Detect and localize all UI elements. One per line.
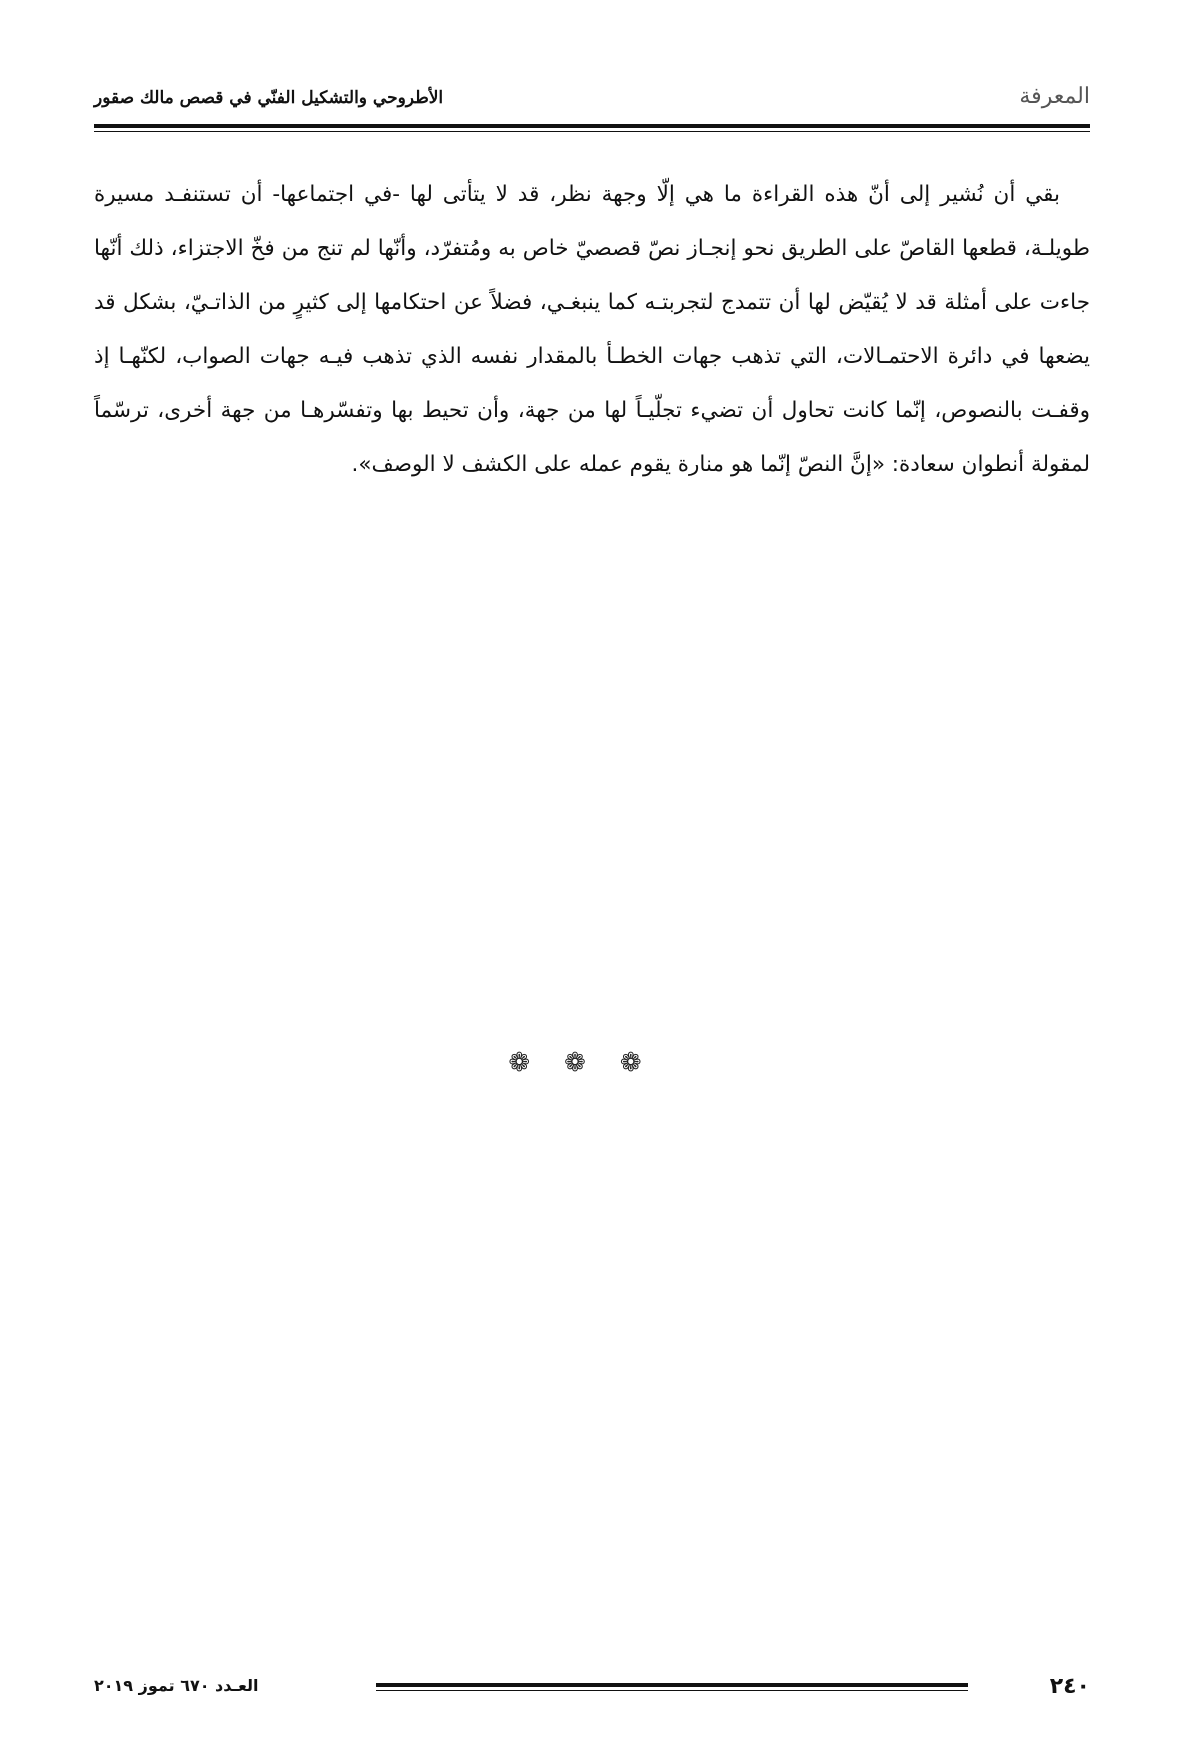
journal-logo: المعرفة: [1019, 84, 1090, 109]
article-body: [94, 168, 1090, 492]
issue-info: العـدد ٦٧٠ تموز ٢٠١٩: [94, 1676, 259, 1695]
header-rule-thin: [94, 131, 1090, 132]
header-rule: [94, 124, 1090, 128]
page-number: ٢٤٠: [1049, 1674, 1090, 1699]
footer-rule-thin: [376, 1690, 968, 1691]
footer-rule: [376, 1683, 968, 1687]
section-ornament: ❁❁❁: [508, 1048, 676, 1078]
body-paragraph: بقي أن نُشير إلى أنّ هذه القراءة ما هي إلّا وجهة نظر، قد لا يتأتى لها -في اجتماعها- أن تستنفـد مسيرة طويلـة، قطعها القاصّ على الطريق نحو إنجـاز نصّ قصصيّ خاص به ومُتفرّد، وأنّها لم تنج من فخّ الاجتزاء، ذلك أنّها جاءت على أمثلة قد لا يُقيّض لها أن تتمدج لتجربتـه كما ينبغـي، فضلاً عن احتكامها إلى كثيرٍ من الذاتـيّ، بشكل قد يضعها في دائرة الاحتمـالات، التي تذهب جهات الخطـأ بالمقدار نفسه الذي تذهب فيـه جهات الصواب، لكنّهـا إذ وقفـت بالنصوص، إنّما كانت تحاول أن تضيء تجلّيـاً لها من جهة، وأن تحيط بها وتفسّرهـا من جهة أخرى، ترسّماً لمقولة أنطوان سعادة: «إنَّ النصّ إنّما هو منارة يقوم عمله على الكشف لا الوصف».: [94, 182, 1090, 477]
page-header: [94, 80, 1090, 120]
running-title: الأطروحي والتشكيل الفنّي في قصص مالك صقور: [94, 88, 444, 108]
